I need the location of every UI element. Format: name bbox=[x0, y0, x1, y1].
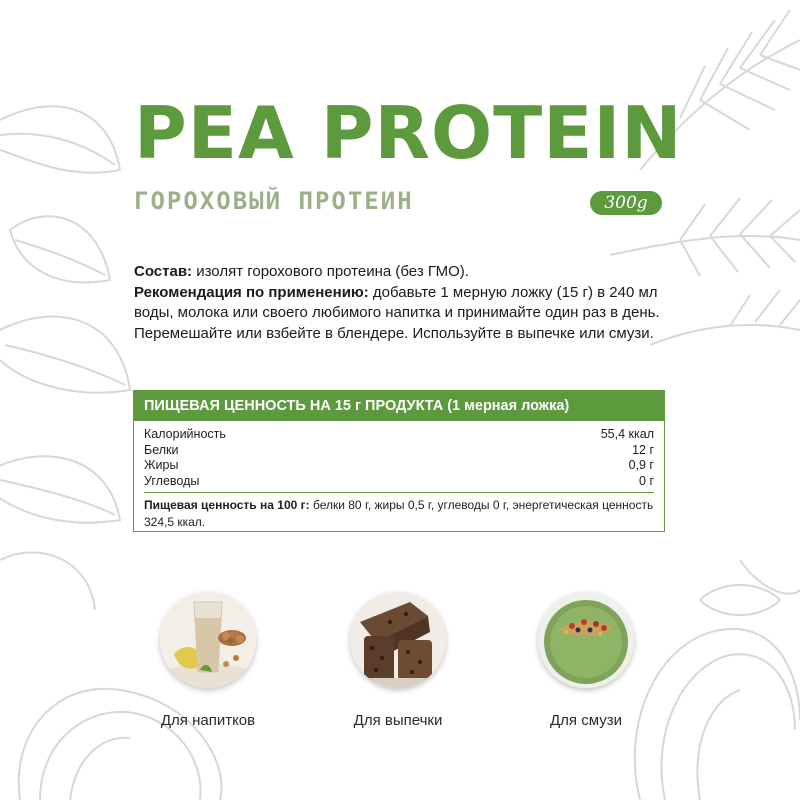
nutrition-row bbox=[144, 427, 654, 443]
use-baking bbox=[328, 592, 468, 729]
nutrient-value: 0 г bbox=[639, 473, 654, 488]
nutrition-row bbox=[144, 443, 654, 459]
composition-line bbox=[134, 262, 674, 283]
baking-bread-icon bbox=[350, 592, 446, 688]
nutrient-value: 55,4 ккал bbox=[600, 427, 654, 441]
nutrition-table-title: ПИЩЕВАЯ ЦЕННОСТЬ НА 15 г ПРОДУКТА (1 мерная ложка) bbox=[134, 391, 664, 421]
nutrition-row bbox=[144, 474, 654, 490]
nutrient-value: 12 г bbox=[632, 442, 654, 457]
nutrition-row bbox=[144, 458, 654, 474]
drink-glass-icon bbox=[160, 592, 256, 688]
product-subtitle: ГОРОХОВЫЙ ПРОТЕИН bbox=[134, 187, 414, 215]
nutrition-divider bbox=[144, 492, 654, 493]
nutrient-name: Белки bbox=[144, 442, 179, 457]
usage-label: Рекомендация по применению: bbox=[134, 283, 369, 301]
nutrient-name: Калорийность bbox=[144, 427, 226, 441]
nutrient-value: 0,9 г bbox=[628, 458, 654, 472]
note-text: белки 80 г, жиры 0,5 г, углеводы 0 г, энергетическая ценность 324,5 ккал. bbox=[144, 498, 654, 529]
use-label: Для смузи bbox=[550, 712, 622, 729]
use-smoothie bbox=[516, 592, 656, 729]
nutrient-name: Углеводы bbox=[144, 473, 200, 488]
product-title: PEA PROTEIN bbox=[134, 91, 683, 175]
usage-line bbox=[134, 283, 674, 345]
weight-badge: 300g bbox=[590, 191, 662, 215]
use-label: Для напитков bbox=[160, 712, 256, 729]
nutrient-name: Жиры bbox=[144, 458, 179, 472]
usage-text: добавьте 1 мерную ложку (15 г) в 240 мл воды, молока или своего любимого напитка и принимайте один раз в день. Перемешайте или взбейте в блендере. Используйте в выпечке или смузи. bbox=[134, 283, 660, 342]
composition-label: Состав: bbox=[134, 263, 193, 280]
nutrition-table bbox=[133, 390, 665, 532]
note-label: Пищевая ценность на 100 г: bbox=[144, 498, 310, 512]
product-description bbox=[134, 262, 674, 344]
composition-text: изолят горохового протеина (без ГМО). bbox=[192, 263, 469, 280]
smoothie-bowl-icon bbox=[538, 592, 634, 688]
nutrition-per-100g-note bbox=[134, 497, 664, 531]
use-drinks bbox=[138, 592, 278, 729]
nutrition-rows bbox=[134, 421, 664, 489]
use-label: Для выпечки bbox=[353, 712, 443, 729]
